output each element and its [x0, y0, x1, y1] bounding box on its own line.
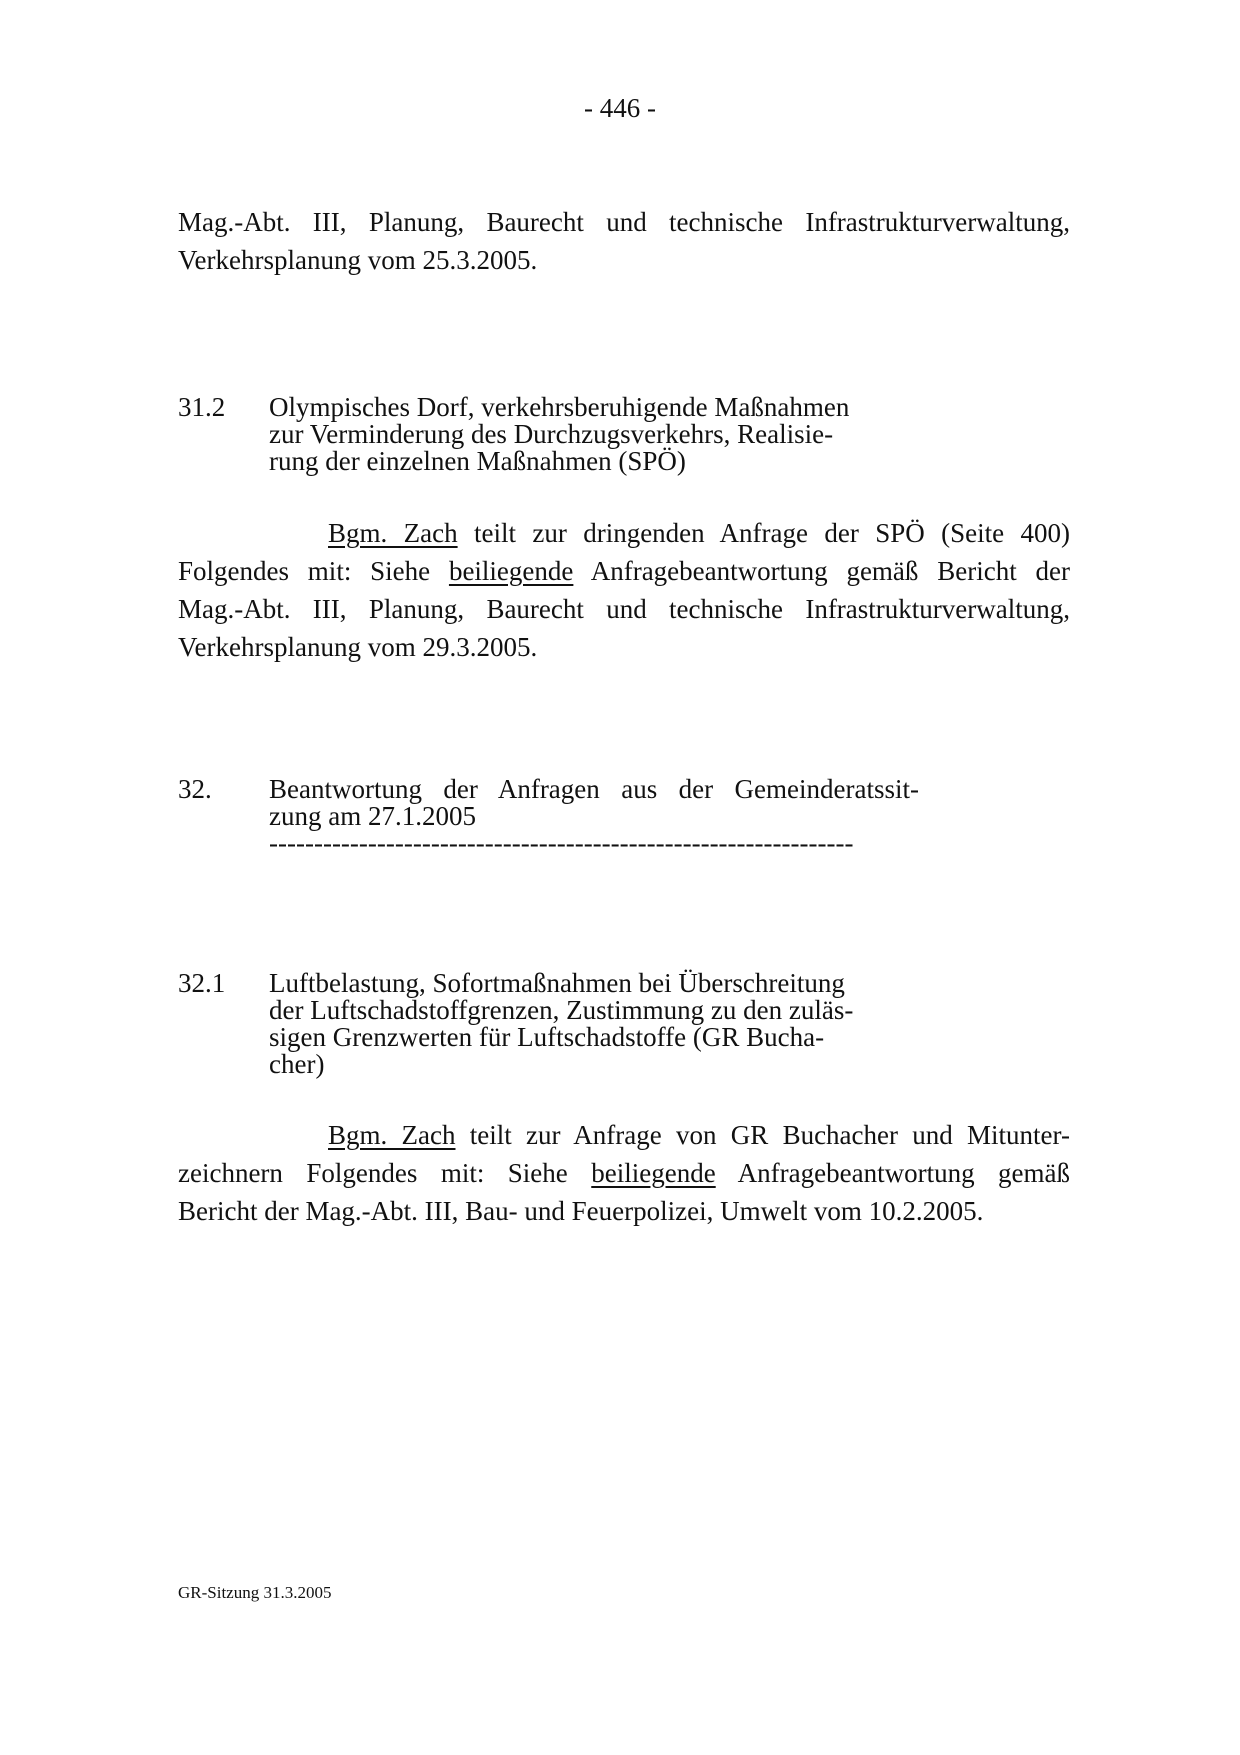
item-31-2-title-line-2: zur Verminderung des Durchzugsverkehrs, Realisie- — [269, 419, 834, 449]
item-31-2-answer-line-1 — [178, 514, 1070, 552]
item-31-2-answer-line-2-a: Folgendes mit: Siehe — [178, 556, 449, 586]
item-32-1-answer — [178, 1116, 1070, 1230]
item-31-2-answer-line-2 — [178, 552, 1070, 590]
item-32-title-line-1: Beantwortung der Anfragen aus der Gemeinderatssit- — [269, 774, 919, 804]
item-31-2-answer-line-3: Mag.-Abt. III, Planung, Baurecht und technische Infrastrukturverwaltung, — [178, 594, 1070, 624]
speaker-name: Bgm. Zach — [328, 518, 458, 548]
page-number: - 446 - — [584, 93, 656, 123]
intro-line-2: Verkehrsplanung vom 25.3.2005. — [178, 245, 538, 275]
intro-line-1: Mag.-Abt. III, Planung, Baurecht und technische Infrastrukturverwaltung, — [178, 207, 1070, 237]
item-32-1-title-line-2: der Luftschadstoffgrenzen, Zustimmung zu den zuläs- — [269, 995, 854, 1025]
item-32-title — [269, 776, 939, 857]
item-32-rule: ----------------------------------------------------------------- — [269, 830, 854, 857]
item-31-2-title — [269, 394, 939, 475]
item-32-1-title-line-1: Luftbelastung, Sofortmaßnahmen bei Überschreitung — [269, 968, 845, 998]
item-32-1-answer-line-3: Bericht der Mag.-Abt. III, Bau- und Feuerpolizei, Umwelt vom 10.2.2005. — [178, 1196, 984, 1226]
attachment-reference: beiliegende — [448, 556, 574, 586]
item-32-1-answer-line-2-a: zeichnern Folgendes mit: Siehe — [178, 1158, 592, 1188]
intro-paragraph — [178, 203, 1070, 279]
item-32-1-title-line-4: cher) — [269, 1049, 325, 1079]
item-31-2-answer-line-1-text: teilt zur dringenden Anfrage der SPÖ (Seite 400) — [457, 518, 1070, 548]
page-footer: GR-Sitzung 31.3.2005 — [178, 1583, 332, 1602]
item-31-2-answer-line-4: Verkehrsplanung vom 29.3.2005. — [178, 632, 538, 662]
item-31-2-title-line-1: Olympisches Dorf, verkehrsberuhigende Maßnahmen — [269, 392, 850, 422]
item-32-1-answer-line-2 — [178, 1154, 1070, 1192]
item-32-title-line-2: zung am 27.1.2005 — [269, 801, 476, 831]
item-32-1-number: 32.1 — [178, 968, 226, 998]
item-31-2-answer-line-2-b: Anfragebeantwortung gemäß Bericht der — [573, 556, 1070, 586]
speaker-name: Bgm. Zach — [328, 1120, 456, 1150]
item-32-number: 32. — [178, 774, 212, 804]
item-32-1-answer-line-1-text: teilt zur Anfrage von GR Buchacher und Mitunter- — [455, 1120, 1070, 1150]
attachment-reference: beiliegende — [591, 1158, 716, 1188]
item-31-2-number: 31.2 — [178, 392, 226, 422]
item-31-2-answer — [178, 514, 1070, 666]
item-31-2-title-line-3: rung der einzelnen Maßnahmen (SPÖ) — [269, 446, 686, 476]
item-32-1-answer-line-1 — [178, 1116, 1070, 1154]
item-32-1-title-line-3: sigen Grenzwerten für Luftschadstoffe (GR Bucha- — [269, 1022, 825, 1052]
item-32-1-title — [269, 970, 939, 1078]
item-32-1-answer-line-2-b: Anfragebeantwortung gemäß — [715, 1158, 1071, 1188]
